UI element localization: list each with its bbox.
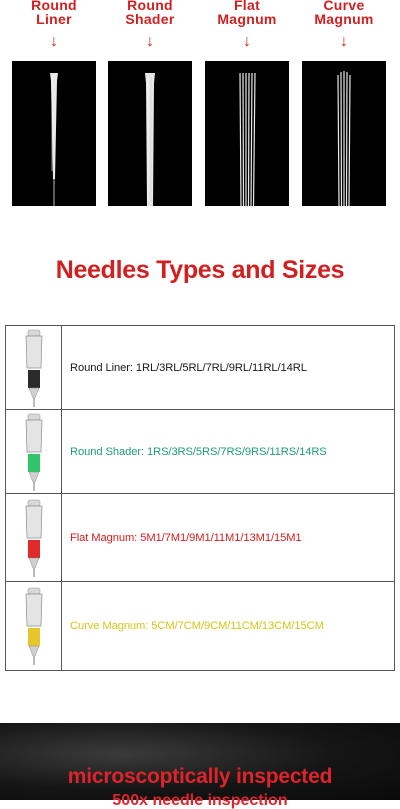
needle-photo-round-shader [108,61,192,206]
inspection-banner [0,723,400,809]
needle-type-label: Round Shader [125,0,175,27]
table-row [6,410,394,494]
table-row [6,582,394,670]
needle-type-label: Flat Magnum [217,0,277,27]
down-arrow-icon: ↓ [50,33,58,50]
cartridge-image [6,582,62,670]
banner-subline: 500x needle inspection [112,792,288,809]
needle-type-round-liner [12,0,96,206]
size-row-text: Flat Magnum: 5M1/7M1/9M1/11M1/13M1/15M1 [70,531,302,544]
cartridge-image [6,326,62,409]
table-row [6,494,394,582]
table-row [6,326,394,410]
needle-type-strip [0,0,400,205]
down-arrow-icon: ↓ [243,33,251,50]
size-row-text: Curve Magnum: 5CM/7CM/9CM/11CM/13CM/15CM [70,620,324,632]
needle-type-label: Curve Magnum [314,0,374,27]
needle-type-label: Round Liner [31,0,77,27]
size-row-text: Round Shader: 1RS/3RS/5RS/7RS/9RS/11RS/14RS [70,445,327,458]
cartridge-image [6,494,62,581]
cartridge-image [6,410,62,493]
needle-size-table [5,325,395,671]
needle-photo-curve-magnum [302,61,386,206]
needle-photo-round-liner [12,61,96,206]
needle-type-flat-magnum [205,0,289,206]
down-arrow-icon: ↓ [146,33,154,50]
section-title: Needles Types and Sizes [55,256,345,284]
needle-type-curve-magnum [302,0,386,206]
down-arrow-icon: ↓ [340,33,348,50]
size-row-text: Round Liner: 1RL/3RL/5RL/7RL/9RL/11RL/14RL [70,361,307,374]
banner-headline: microscoptically inspected [67,765,333,788]
needle-photo-flat-magnum [205,61,289,206]
needle-type-round-shader [108,0,192,206]
